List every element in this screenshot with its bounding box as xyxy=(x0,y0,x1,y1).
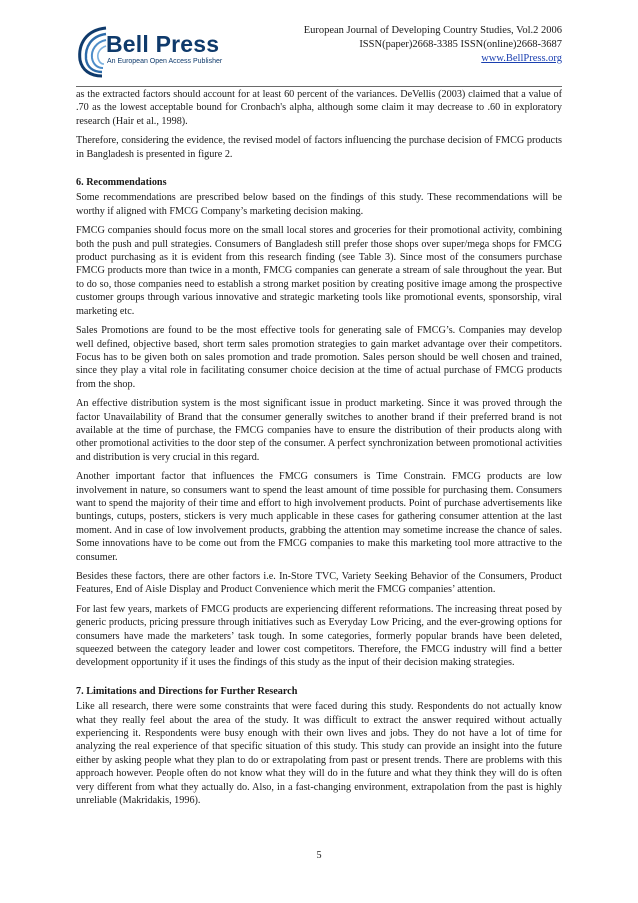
paragraph: For last few years, markets of FMCG products are experiencing different reformations. The increasing threat posed by generic products, pricing pressure through initiatives such as Everyday Low Pricing, and the ever-growing options for consumers have made the marketers’ task tough. In some categories, formerly popular brands have been deleted, squeezed between the category leader and lower cost competitors. Therefore, the FMCG industry will find a better development opportunity if it uses the findings of this study as the input of their decision making strategies. xyxy=(76,603,562,669)
header-divider xyxy=(76,86,562,87)
paragraph: An effective distribution system is the most significant issue in product marketing. Since it was proved through the factor Unavailability of Brand that the consumer generally switches to another brand if their preferred brand is not available at the time of purchase, the FMCG companies have to ensure the distribution of their products along with other promotional activities to the door step of the consumer. A perfect synchronization between promotional activities and distribution is very crucial in this regard. xyxy=(76,398,562,463)
journal-info xyxy=(304,24,562,66)
paragraph: FMCG companies should focus more on the small local stores and groceries for their promotional activity, combining both the push and pull strategies. Consumers of Bangladesh still prefer those shops over super/mega shops for FMCG product purchasing as it is evident from this research finding (see Table 3). Since most of the consumers purchase FMCG products more than twice in a month, FMCG companies can generate a stream of sale throughout the year. But to do so, those companies need to establish a strong market position by creating positive image among the prospective customer groups through various innovative and strategic marketing tools like promotional events, sponsorship, viral marketing etc. xyxy=(76,225,562,317)
article-body xyxy=(76,88,562,814)
paragraph: as the extracted factors should account for at least 60 percent of the variances. DeVellis (2003) claimed that a value of .70 as the lowest acceptable bound for Cronbach's alpha, although some claim it may decrease to .60 in exploratory research (Hair et al., 1998). xyxy=(76,89,562,127)
section-heading-limitations: 7. Limitations and Directions for Further Research xyxy=(76,685,298,697)
journal-title: European Journal of Developing Country Studies, Vol.2 2006 xyxy=(303,25,562,36)
logo-tagline: An European Open Access Publisher xyxy=(107,58,223,65)
page-number: 5 xyxy=(316,850,322,861)
paragraph: Another important factor that influences the FMCG consumers is Time Constrain. FMCG products are low involvement in nature, so consumers want to spend the least amount of time possible for purchasing them. Consumers want to spend the majority of their time and effort to high involvement products. Point of purchase advertisements like buntings, cutups, posters, stickers is very much applicable in these cases for gathering consumer attention at the last moment. And in case of low involvement products, grabbing the attention may sometime increase the chance of sales. Some innovations have to be come out from the FMCG companies to make this marketing tool more attractive to the consumer. xyxy=(76,471,562,563)
paragraph: Besides these factors, there are other factors i.e. In-Store TVC, Variety Seeking Behavior of the Consumers, Product Features, End of Aisle Display and Product Convenience which merit the FMCG companies’ attention. xyxy=(76,571,562,596)
page-header xyxy=(76,20,562,86)
paragraph: Some recommendations are prescribed below based on the findings of this study. These recommendations will be worthy if aligned with FMCG Company’s marketing decision making. xyxy=(76,192,562,217)
logo-name: Bell Press xyxy=(106,31,220,57)
paragraph: Like all research, there were some constraints that were faced during this study. Respondents do not actually know what they really feel about the area of the study. It was difficult to extract the answer required without actually experiencing it. Respondents were busy enough with their own lives and jobs. They do not have a lot of time for analyzing the real experience of that specific situation of this study. This study can provide an insight into the future either by asking people what they plan to do or extrapolating from past or present trends. There are problems with this approach however. People often do not know what they will do in the future and what they think they will do is often very different from what they actually do. Also, in a fast-changing environment, extrapolation from the past is highly unreliable (Makridakis, 1996). xyxy=(76,701,562,807)
website-link[interactable]: www.BellPress.org xyxy=(481,53,562,64)
publisher-logo xyxy=(76,22,226,78)
paragraph: Sales Promotions are found to be the most effective tools for generating sale of FMCG’s. Companies may develop well defined, objective based, short term sales promotion strategies to gain market advantage over their competitors. Focus has to be given both on sales promotion and trade promotion. Sales person should be well chosen and trained, since they play a vital role in facilitating consumer choice decision at the time of actual purchase of FMCG products from the shop. xyxy=(76,325,562,390)
paragraph: Therefore, considering the evidence, the revised model of factors influencing the purchase decision of FMCG products in Bangladesh is presented in figure 2. xyxy=(76,135,562,160)
bell-logo-icon xyxy=(76,22,110,78)
issn-line: ISSN(paper)2668-3385 ISSN(online)2668-3687 xyxy=(359,39,562,50)
section-heading-recommendations: 6. Recommendations xyxy=(76,177,167,189)
